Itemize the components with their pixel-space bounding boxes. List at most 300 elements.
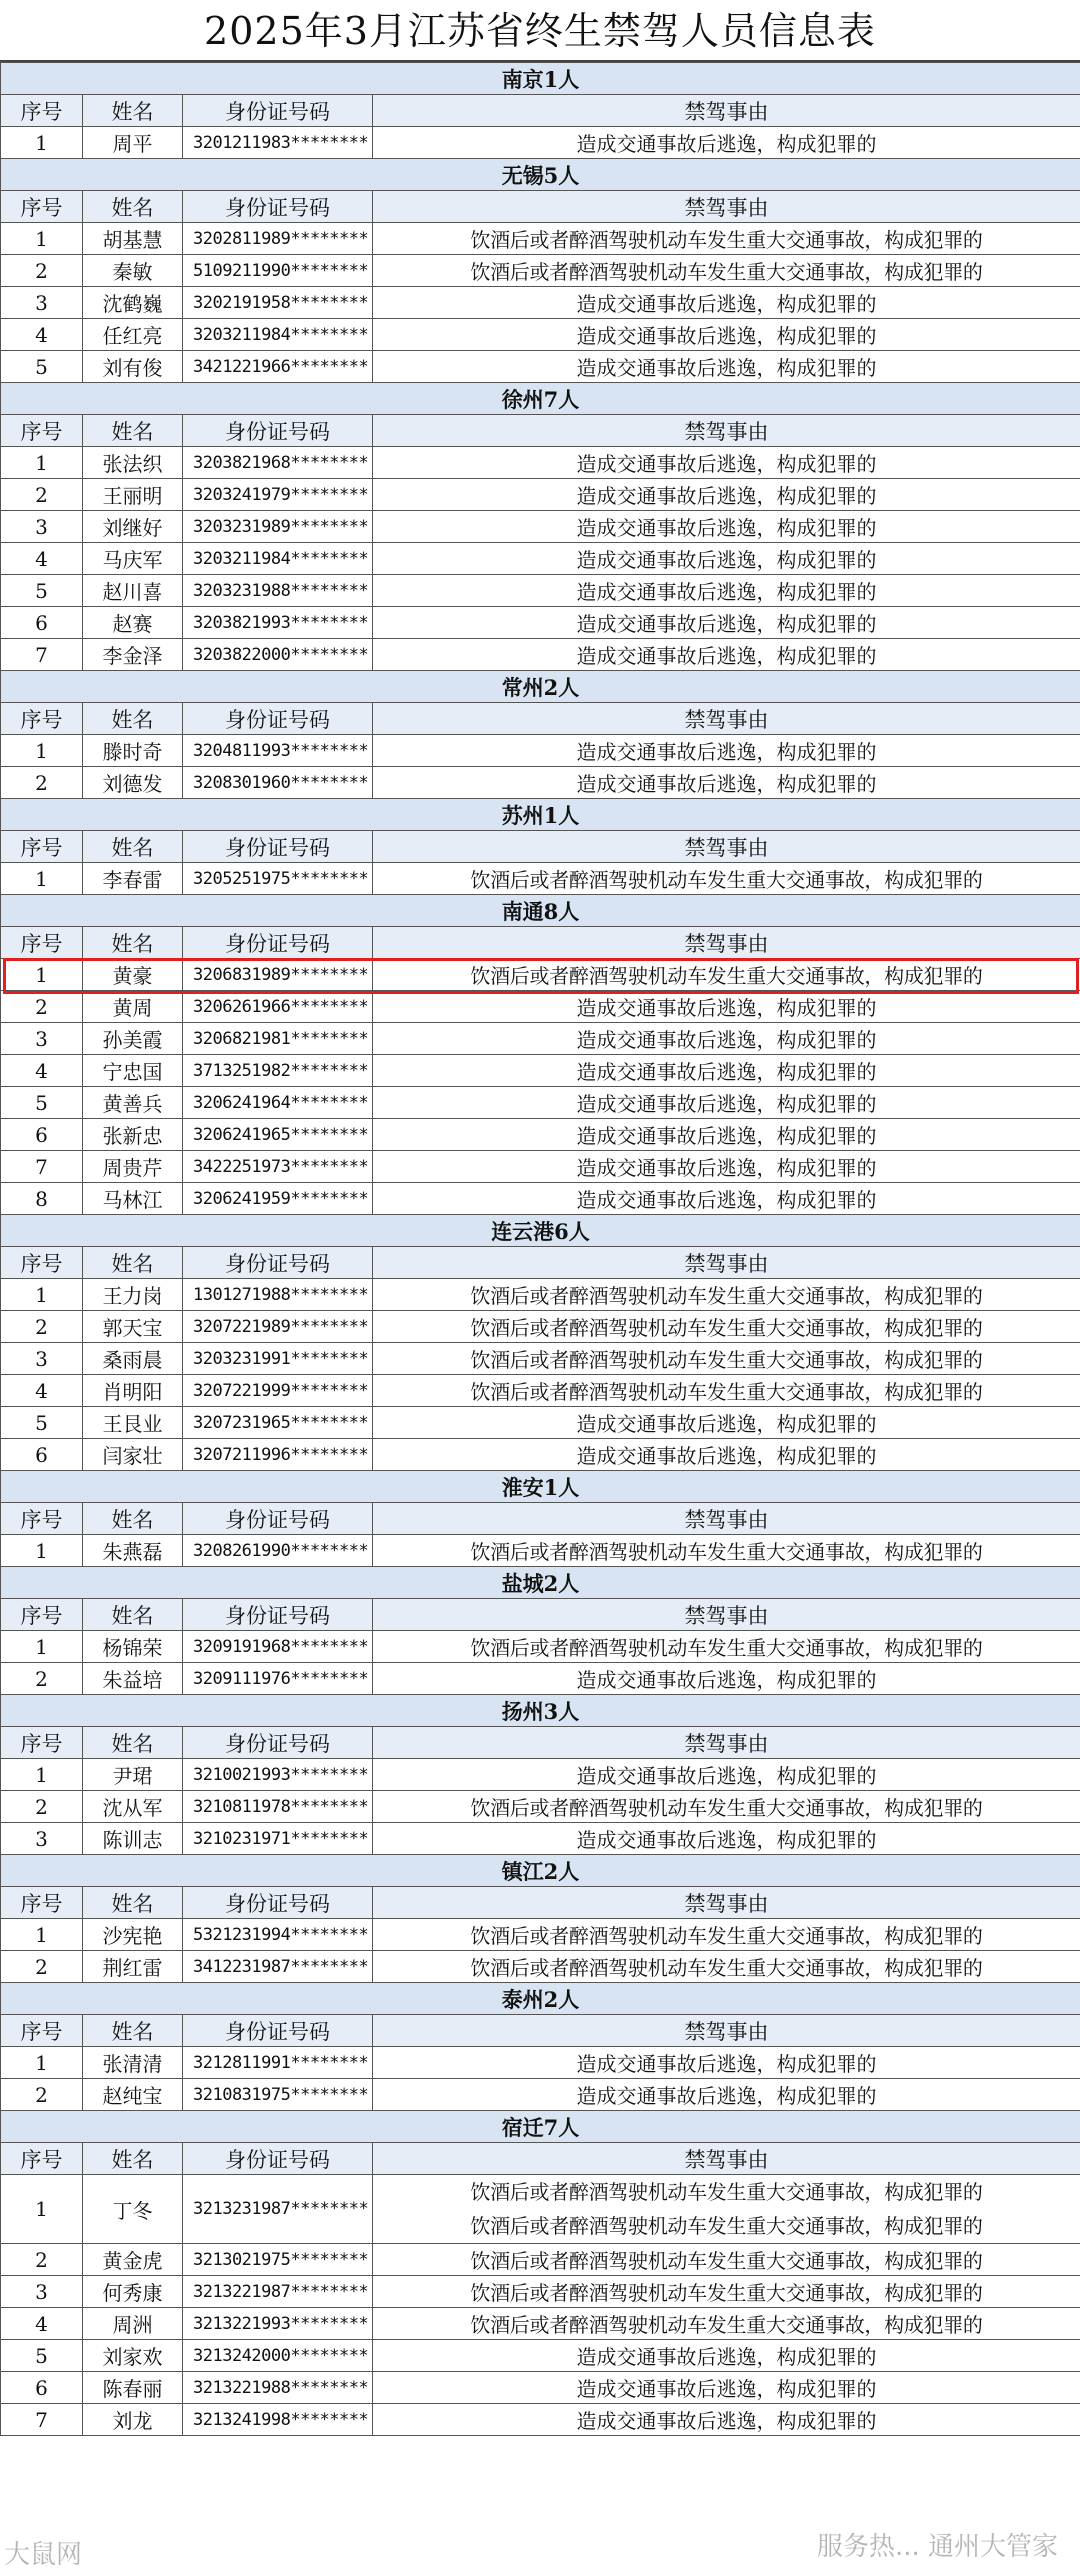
col-index-header: 序号: [1, 1503, 83, 1535]
person-name: 何秀康: [83, 2276, 183, 2308]
row-index: 4: [1, 319, 83, 351]
ban-reason: 造成交通事故后逃逸，构成犯罪的: [373, 1823, 1080, 1855]
person-name: 刘龙: [83, 2404, 183, 2436]
ban-reason: 造成交通事故后逃逸，构成犯罪的: [373, 575, 1080, 607]
city-name: 宿迁7人: [1, 2111, 1080, 2143]
person-name: 黄豪: [83, 959, 183, 991]
person-name: 沙宪艳: [83, 1919, 183, 1951]
col-reason-header: 禁驾事由: [373, 703, 1080, 735]
row-index: 6: [1, 2372, 83, 2404]
row-index: 3: [1, 1343, 83, 1375]
city-header-row: [1, 1983, 1080, 2015]
row-index: 4: [1, 1375, 83, 1407]
id-number: 3206241959********: [183, 1183, 373, 1215]
person-name: 周贵芹: [83, 1151, 183, 1183]
col-index-header: 序号: [1, 831, 83, 863]
col-index-header: 序号: [1, 1887, 83, 1919]
row-index: 2: [1, 1951, 83, 1983]
col-index-header: 序号: [1, 191, 83, 223]
col-reason-header: 禁驾事由: [373, 831, 1080, 863]
col-id-header: 身份证号码: [183, 2143, 373, 2175]
table-row: [1, 1759, 1080, 1791]
person-name: 宁忠国: [83, 1055, 183, 1087]
ban-reason: 造成交通事故后逃逸，构成犯罪的: [373, 1055, 1080, 1087]
table-row: [1, 319, 1080, 351]
person-name: 刘继好: [83, 511, 183, 543]
column-header-row: [1, 191, 1080, 223]
ban-reason: 造成交通事故后逃逸，构成犯罪的: [373, 991, 1080, 1023]
ban-reason: 造成交通事故后逃逸，构成犯罪的: [373, 1663, 1080, 1695]
city-header-row: [1, 383, 1080, 415]
person-name: 黄善兵: [83, 1087, 183, 1119]
row-index: 2: [1, 255, 83, 287]
column-header-row: [1, 1599, 1080, 1631]
table-row: [1, 2372, 1080, 2404]
ban-reason: 造成交通事故后逃逸，构成犯罪的: [373, 447, 1080, 479]
id-number: 3713251982********: [183, 1055, 373, 1087]
id-number: 3206821981********: [183, 1023, 373, 1055]
id-number: 3208301960********: [183, 767, 373, 799]
table-row: [1, 1631, 1080, 1663]
id-number: 3206241964********: [183, 1087, 373, 1119]
table-row: [1, 1375, 1080, 1407]
ban-reason: 饮酒后或者醉酒驾驶机动车发生重大交通事故，构成犯罪的: [373, 2276, 1080, 2308]
ban-reason: 饮酒后或者醉酒驾驶机动车发生重大交通事故，构成犯罪的: [373, 863, 1080, 895]
col-id-header: 身份证号码: [183, 2015, 373, 2047]
ban-reason: 造成交通事故后逃逸，构成犯罪的: [373, 2047, 1080, 2079]
id-number: 3206831989********: [183, 959, 373, 991]
person-name: 闫家壮: [83, 1439, 183, 1471]
city-name: 淮安1人: [1, 1471, 1080, 1503]
row-index: 3: [1, 1023, 83, 1055]
col-reason-header: 禁驾事由: [373, 1887, 1080, 1919]
row-index: 1: [1, 735, 83, 767]
person-name: 朱燕磊: [83, 1535, 183, 1567]
row-index: 2: [1, 1311, 83, 1343]
ban-reason: 饮酒后或者醉酒驾驶机动车发生重大交通事故，构成犯罪的: [373, 959, 1080, 991]
col-index-header: 序号: [1, 95, 83, 127]
id-number: 3201211983********: [183, 127, 373, 159]
city-header-row: [1, 1855, 1080, 1887]
col-index-header: 序号: [1, 927, 83, 959]
id-number: 5109211990********: [183, 255, 373, 287]
table-row: [1, 1951, 1080, 1983]
table-row: [1, 223, 1080, 255]
ban-reason: 饮酒后或者醉酒驾驶机动车发生重大交通事故，构成犯罪的: [373, 223, 1080, 255]
col-reason-header: 禁驾事由: [373, 191, 1080, 223]
ban-reason: [373, 2175, 1080, 2244]
table-row: [1, 863, 1080, 895]
ban-reason: 造成交通事故后逃逸，构成犯罪的: [373, 287, 1080, 319]
ban-reason: 饮酒后或者醉酒驾驶机动车发生重大交通事故，构成犯罪的: [373, 1951, 1080, 1983]
city-name: 扬州3人: [1, 1695, 1080, 1727]
person-name: 王艮业: [83, 1407, 183, 1439]
id-number: 3213221988********: [183, 2372, 373, 2404]
col-id-header: 身份证号码: [183, 1503, 373, 1535]
id-number: 3412231987********: [183, 1951, 373, 1983]
row-index: 1: [1, 127, 83, 159]
column-header-row: [1, 1727, 1080, 1759]
row-index: 8: [1, 1183, 83, 1215]
row-index: 5: [1, 351, 83, 383]
table-row: [1, 2047, 1080, 2079]
col-reason-header: 禁驾事由: [373, 415, 1080, 447]
ban-reason: 饮酒后或者醉酒驾驶机动车发生重大交通事故，构成犯罪的: [373, 255, 1080, 287]
col-id-header: 身份证号码: [183, 1247, 373, 1279]
id-number: 3210831975********: [183, 2079, 373, 2111]
table-row: [1, 447, 1080, 479]
table-row: [1, 1343, 1080, 1375]
table-row: [1, 2404, 1080, 2436]
col-name-header: 姓名: [83, 1503, 183, 1535]
ban-reason: 饮酒后或者醉酒驾驶机动车发生重大交通事故，构成犯罪的: [373, 1311, 1080, 1343]
city-name: 常州2人: [1, 671, 1080, 703]
id-number: 3203231989********: [183, 511, 373, 543]
row-index: 1: [1, 1759, 83, 1791]
table-row: [1, 767, 1080, 799]
ban-reason: 饮酒后或者醉酒驾驶机动车发生重大交通事故，构成犯罪的: [373, 1343, 1080, 1375]
ban-reason: 造成交通事故后逃逸，构成犯罪的: [373, 1439, 1080, 1471]
row-index: 3: [1, 511, 83, 543]
id-number: 3210021993********: [183, 1759, 373, 1791]
table-row: [1, 1023, 1080, 1055]
col-index-header: 序号: [1, 415, 83, 447]
row-index: 2: [1, 991, 83, 1023]
row-index: 2: [1, 2244, 83, 2276]
col-name-header: 姓名: [83, 1727, 183, 1759]
col-id-header: 身份证号码: [183, 1599, 373, 1631]
table-row: [1, 1087, 1080, 1119]
id-number: 3213242000********: [183, 2340, 373, 2372]
table-row: [1, 1279, 1080, 1311]
row-index: 2: [1, 1791, 83, 1823]
table-row: [1, 735, 1080, 767]
person-name: 王力岗: [83, 1279, 183, 1311]
ban-reason: 造成交通事故后逃逸，构成犯罪的: [373, 639, 1080, 671]
table-row: [1, 575, 1080, 607]
row-index: 1: [1, 1279, 83, 1311]
city-header-row: [1, 799, 1080, 831]
col-reason-header: 禁驾事由: [373, 927, 1080, 959]
row-index: 7: [1, 639, 83, 671]
city-name: 连云港6人: [1, 1215, 1080, 1247]
person-name: 朱益培: [83, 1663, 183, 1695]
ban-reason: 造成交通事故后逃逸，构成犯罪的: [373, 1759, 1080, 1791]
col-name-header: 姓名: [83, 415, 183, 447]
col-reason-header: 禁驾事由: [373, 1599, 1080, 1631]
row-index: 1: [1, 863, 83, 895]
person-name: 马林江: [83, 1183, 183, 1215]
ban-reason: 造成交通事故后逃逸，构成犯罪的: [373, 2372, 1080, 2404]
ban-reason: 造成交通事故后逃逸，构成犯罪的: [373, 543, 1080, 575]
row-index: 5: [1, 575, 83, 607]
city-header-row: [1, 1695, 1080, 1727]
col-name-header: 姓名: [83, 1247, 183, 1279]
person-name: 张法织: [83, 447, 183, 479]
table-row: [1, 2079, 1080, 2111]
person-name: 张新忠: [83, 1119, 183, 1151]
person-name: 张清清: [83, 2047, 183, 2079]
ban-reason: 造成交通事故后逃逸，构成犯罪的: [373, 1151, 1080, 1183]
col-reason-header: 禁驾事由: [373, 1247, 1080, 1279]
row-index: 5: [1, 1087, 83, 1119]
table-row: [1, 2308, 1080, 2340]
row-index: 7: [1, 1151, 83, 1183]
col-id-header: 身份证号码: [183, 191, 373, 223]
col-name-header: 姓名: [83, 1887, 183, 1919]
table-row: [1, 607, 1080, 639]
page-title: 2025年3月江苏省终生禁驾人员信息表: [0, 0, 1080, 62]
ban-reason: 造成交通事故后逃逸，构成犯罪的: [373, 479, 1080, 511]
table-row: [1, 1535, 1080, 1567]
person-name: 丁冬: [83, 2175, 183, 2244]
ban-reason: 造成交通事故后逃逸，构成犯罪的: [373, 2404, 1080, 2436]
id-number: 3207231965********: [183, 1407, 373, 1439]
id-number: 3213221987********: [183, 2276, 373, 2308]
person-name: 李春雷: [83, 863, 183, 895]
person-name: 陈训志: [83, 1823, 183, 1855]
city-name: 南京1人: [1, 63, 1080, 95]
id-number: 3213231987********: [183, 2175, 373, 2244]
col-reason-header: 禁驾事由: [373, 95, 1080, 127]
col-name-header: 姓名: [83, 927, 183, 959]
ban-reason: 造成交通事故后逃逸，构成犯罪的: [373, 1023, 1080, 1055]
col-reason-header: 禁驾事由: [373, 2015, 1080, 2047]
row-index: 1: [1, 1631, 83, 1663]
id-number: 3207211996********: [183, 1439, 373, 1471]
ban-reason: 饮酒后或者醉酒驾驶机动车发生重大交通事故，构成犯罪的: [373, 1791, 1080, 1823]
ban-reason: 造成交通事故后逃逸，构成犯罪的: [373, 511, 1080, 543]
column-header-row: [1, 95, 1080, 127]
col-id-header: 身份证号码: [183, 927, 373, 959]
ban-table: [0, 62, 1080, 2436]
id-number: 3205251975********: [183, 863, 373, 895]
person-name: 赵赛: [83, 607, 183, 639]
col-id-header: 身份证号码: [183, 703, 373, 735]
row-index: 3: [1, 287, 83, 319]
col-id-header: 身份证号码: [183, 95, 373, 127]
person-name: 孙美霞: [83, 1023, 183, 1055]
table-row: [1, 255, 1080, 287]
col-index-header: 序号: [1, 2015, 83, 2047]
row-index: 1: [1, 1919, 83, 1951]
table-row: [1, 1055, 1080, 1087]
row-index: 2: [1, 767, 83, 799]
city-header-row: [1, 1215, 1080, 1247]
id-number: 3203231988********: [183, 575, 373, 607]
id-number: 3212811991********: [183, 2047, 373, 2079]
person-name: 肖明阳: [83, 1375, 183, 1407]
table-row: [1, 511, 1080, 543]
city-header-row: [1, 671, 1080, 703]
person-name: 杨锦荣: [83, 1631, 183, 1663]
city-name: 苏州1人: [1, 799, 1080, 831]
column-header-row: [1, 415, 1080, 447]
table-row: [1, 351, 1080, 383]
city-name: 南通8人: [1, 895, 1080, 927]
watermark-right: 服务热... 通州大管家: [816, 2532, 1058, 2562]
col-index-header: 序号: [1, 703, 83, 735]
ban-reason: 饮酒后或者醉酒驾驶机动车发生重大交通事故，构成犯罪的: [373, 2244, 1080, 2276]
person-name: 陈春丽: [83, 2372, 183, 2404]
ban-reason: 饮酒后或者醉酒驾驶机动车发生重大交通事故，构成犯罪的: [373, 1631, 1080, 1663]
city-header-row: [1, 63, 1080, 95]
row-index: 2: [1, 2079, 83, 2111]
row-index: 1: [1, 2175, 83, 2244]
ban-reason-line: 饮酒后或者醉酒驾驶机动车发生重大交通事故，构成犯罪的: [470, 2180, 983, 2204]
id-number: 3209191968********: [183, 1631, 373, 1663]
city-name: 徐州7人: [1, 383, 1080, 415]
col-name-header: 姓名: [83, 703, 183, 735]
id-number: 3206241965********: [183, 1119, 373, 1151]
row-index: 6: [1, 1119, 83, 1151]
row-index: 1: [1, 223, 83, 255]
id-number: 3422251973********: [183, 1151, 373, 1183]
col-index-header: 序号: [1, 1247, 83, 1279]
table-row: [1, 991, 1080, 1023]
table-row: [1, 1407, 1080, 1439]
table-row: [1, 1823, 1080, 1855]
person-name: 李金泽: [83, 639, 183, 671]
table-row: [1, 479, 1080, 511]
ban-reason: 造成交通事故后逃逸，构成犯罪的: [373, 1183, 1080, 1215]
ban-reason: 造成交通事故后逃逸，构成犯罪的: [373, 2340, 1080, 2372]
ban-reason: 饮酒后或者醉酒驾驶机动车发生重大交通事故，构成犯罪的: [373, 1919, 1080, 1951]
person-name: 滕时奇: [83, 735, 183, 767]
person-name: 黄金虎: [83, 2244, 183, 2276]
id-number: 3206261966********: [183, 991, 373, 1023]
ban-reason: 饮酒后或者醉酒驾驶机动车发生重大交通事故，构成犯罪的: [373, 1535, 1080, 1567]
row-index: 3: [1, 1823, 83, 1855]
col-name-header: 姓名: [83, 1599, 183, 1631]
person-name: 周平: [83, 127, 183, 159]
id-number: 1301271988********: [183, 1279, 373, 1311]
row-index: 1: [1, 2047, 83, 2079]
city-header-row: [1, 159, 1080, 191]
col-reason-header: 禁驾事由: [373, 1727, 1080, 1759]
col-index-header: 序号: [1, 1599, 83, 1631]
row-index: 2: [1, 479, 83, 511]
city-name: 镇江2人: [1, 1855, 1080, 1887]
id-number: 3210231971********: [183, 1823, 373, 1855]
ban-reason: 造成交通事故后逃逸，构成犯罪的: [373, 1407, 1080, 1439]
id-number: 3203211984********: [183, 319, 373, 351]
table-row: [1, 127, 1080, 159]
id-number: 3202811989********: [183, 223, 373, 255]
ban-reason: 造成交通事故后逃逸，构成犯罪的: [373, 735, 1080, 767]
city-header-row: [1, 1471, 1080, 1503]
column-header-row: [1, 1887, 1080, 1919]
id-number: 3213021975********: [183, 2244, 373, 2276]
row-index: 6: [1, 1439, 83, 1471]
city-header-row: [1, 2111, 1080, 2143]
table-row: [1, 1791, 1080, 1823]
person-name: 任红亮: [83, 319, 183, 351]
table-row: [1, 1119, 1080, 1151]
col-id-header: 身份证号码: [183, 1727, 373, 1759]
row-index: 1: [1, 959, 83, 991]
ban-reason: 饮酒后或者醉酒驾驶机动车发生重大交通事故，构成犯罪的: [373, 2308, 1080, 2340]
id-number: 3209111976********: [183, 1663, 373, 1695]
row-index: 5: [1, 1407, 83, 1439]
person-name: 郭天宝: [83, 1311, 183, 1343]
row-index: 4: [1, 1055, 83, 1087]
person-name: 黄周: [83, 991, 183, 1023]
column-header-row: [1, 703, 1080, 735]
ban-reason-line: 饮酒后或者醉酒驾驶机动车发生重大交通事故，构成犯罪的: [470, 2214, 983, 2238]
table-row: [1, 639, 1080, 671]
column-header-row: [1, 1503, 1080, 1535]
table-row: [1, 1151, 1080, 1183]
col-index-header: 序号: [1, 2143, 83, 2175]
id-number: 3203821993********: [183, 607, 373, 639]
person-name: 桑雨晨: [83, 1343, 183, 1375]
table-row: [1, 543, 1080, 575]
column-header-row: [1, 927, 1080, 959]
id-number: 5321231994********: [183, 1919, 373, 1951]
table-row: [1, 959, 1080, 991]
id-number: 3207221999********: [183, 1375, 373, 1407]
id-number: 3203821968********: [183, 447, 373, 479]
row-index: 4: [1, 2308, 83, 2340]
row-index: 6: [1, 607, 83, 639]
col-name-header: 姓名: [83, 2015, 183, 2047]
table-row: [1, 287, 1080, 319]
id-number: 3208261990********: [183, 1535, 373, 1567]
table-row: [1, 1919, 1080, 1951]
id-number: 3213221993********: [183, 2308, 373, 2340]
col-name-header: 姓名: [83, 191, 183, 223]
person-name: 尹珺: [83, 1759, 183, 1791]
ban-reason: 造成交通事故后逃逸，构成犯罪的: [373, 607, 1080, 639]
table-row: [1, 1439, 1080, 1471]
ban-reason: 饮酒后或者醉酒驾驶机动车发生重大交通事故，构成犯罪的: [373, 1375, 1080, 1407]
ban-reason: 造成交通事故后逃逸，构成犯罪的: [373, 2079, 1080, 2111]
ban-reason: 造成交通事故后逃逸，构成犯罪的: [373, 351, 1080, 383]
person-name: 刘家欢: [83, 2340, 183, 2372]
city-name: 盐城2人: [1, 1567, 1080, 1599]
city-name: 泰州2人: [1, 1983, 1080, 2015]
ban-reason: 造成交通事故后逃逸，构成犯罪的: [373, 767, 1080, 799]
col-name-header: 姓名: [83, 95, 183, 127]
table-row: [1, 2276, 1080, 2308]
id-number: 3207221989********: [183, 1311, 373, 1343]
col-name-header: 姓名: [83, 2143, 183, 2175]
watermark-left: 大鼠网: [4, 2540, 83, 2570]
person-name: 赵川喜: [83, 575, 183, 607]
ban-reason: 造成交通事故后逃逸，构成犯罪的: [373, 1087, 1080, 1119]
person-name: 胡基慧: [83, 223, 183, 255]
person-name: 周洲: [83, 2308, 183, 2340]
column-header-row: [1, 2143, 1080, 2175]
column-header-row: [1, 1247, 1080, 1279]
col-id-header: 身份证号码: [183, 415, 373, 447]
table-row: [1, 1663, 1080, 1695]
id-number: 3204811993********: [183, 735, 373, 767]
row-index: 2: [1, 1663, 83, 1695]
ban-reason: 造成交通事故后逃逸，构成犯罪的: [373, 127, 1080, 159]
ban-reason: 造成交通事故后逃逸，构成犯罪的: [373, 319, 1080, 351]
row-index: 3: [1, 2276, 83, 2308]
row-index: 1: [1, 1535, 83, 1567]
id-number: 3210811978********: [183, 1791, 373, 1823]
city-name: 无锡5人: [1, 159, 1080, 191]
person-name: 沈鹤巍: [83, 287, 183, 319]
person-name: 刘有俊: [83, 351, 183, 383]
row-index: 5: [1, 2340, 83, 2372]
table-row: [1, 2175, 1080, 2244]
col-name-header: 姓名: [83, 831, 183, 863]
